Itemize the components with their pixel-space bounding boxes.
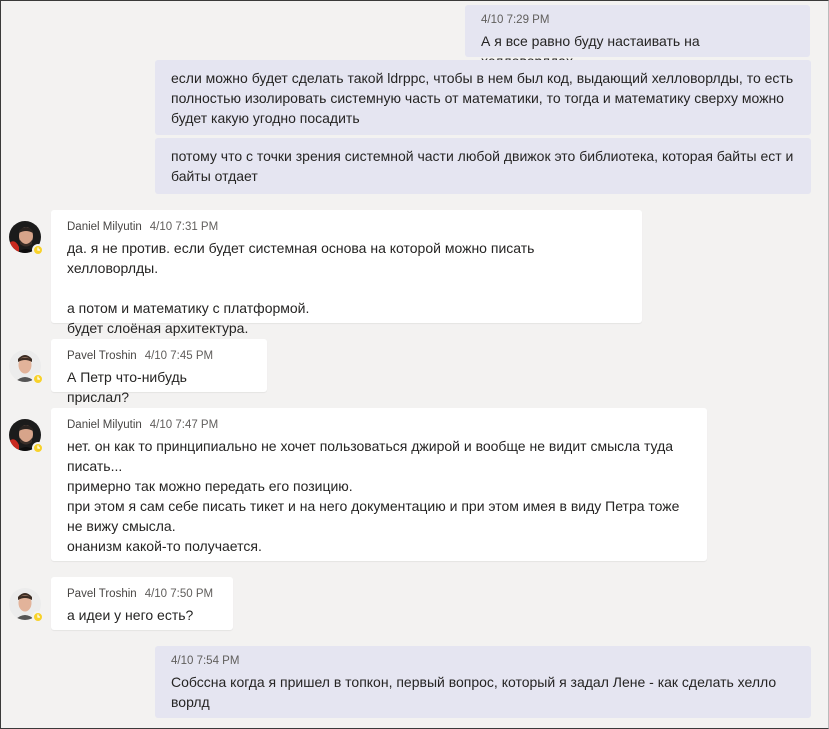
message-line: а потом и математику с платформой. [67, 300, 310, 316]
message-line: не вижу смысла. [67, 518, 176, 534]
message-meta [67, 418, 691, 432]
avatar-pavel-icon[interactable] [9, 350, 41, 382]
message-line: будет какую угодно посадить [171, 110, 360, 126]
message-line: потому что с точки зрения системной части любой движок это библиотека, которая байты ест и [171, 148, 794, 164]
message-time: 4/10 7:47 PM [149, 419, 219, 431]
my-message[interactable] [465, 5, 810, 57]
avatar-daniel-icon[interactable] [9, 221, 41, 253]
my-message[interactable] [155, 60, 811, 135]
avatar-daniel-icon[interactable] [9, 419, 41, 451]
message-line: А Петр что-нибудь прислал? [67, 369, 191, 405]
message-blank-line [67, 278, 626, 298]
message-line: онанизм какой-то получается. [67, 538, 262, 554]
message-author[interactable]: Daniel Milyutin [67, 419, 142, 431]
their-message[interactable] [51, 408, 707, 561]
message-line: да. я не против. если будет системная основа на которой можно писать хелловорлды. [67, 240, 539, 276]
my-message[interactable] [155, 138, 811, 194]
message-author[interactable]: Daniel Milyutin [67, 221, 142, 233]
message-line: Собссна когда я пришел в топкон, первый вопрос, который я задал Лене - как сделать хелло [171, 674, 777, 690]
message-meta [67, 349, 251, 363]
message-time: 4/10 7:45 PM [144, 350, 214, 362]
message-line: при этом я сам себе писать тикет и на него документацию и при этом имея в виду Петра тоже [67, 498, 680, 514]
message-author[interactable]: Pavel Troshin [67, 350, 137, 362]
message-line: полностью изолировать системную часть от математики, то тогда и математику сверху можно [171, 90, 784, 106]
message-time: 4/10 7:50 PM [144, 588, 214, 600]
away-status-icon [32, 442, 44, 454]
message-line: а идеи у него есть? [67, 607, 194, 623]
avatar-pavel-icon[interactable] [9, 588, 41, 620]
message-line: ворлд [171, 694, 210, 710]
message-line: будет слоёная архитектура. [67, 320, 249, 336]
message-meta [67, 587, 217, 601]
message-line: А я все равно буду настаивать на [481, 33, 700, 49]
my-message[interactable] [155, 646, 811, 718]
away-status-icon [32, 244, 44, 256]
message-time: 4/10 7:31 PM [149, 221, 219, 233]
message-line: примерно так можно передать его позицию. [67, 478, 353, 494]
their-message[interactable] [51, 339, 267, 405]
message-meta [67, 220, 626, 234]
message-line: если можно будет сделать такой ldrppc, чтобы в нем был код, выдающий хелловорлды, то есть [171, 70, 794, 86]
message-line: байты отдает [171, 168, 258, 184]
their-message[interactable] [51, 577, 233, 630]
their-message[interactable] [51, 210, 642, 336]
message-time: 4/10 7:29 PM [481, 14, 550, 26]
message-time: 4/10 7:54 PM [171, 655, 240, 667]
message-author[interactable]: Pavel Troshin [67, 588, 137, 600]
away-status-icon [32, 611, 44, 623]
message-line: нет. он как то принципиально не хочет пользоваться джирой и вообще не видит смысла туда [67, 438, 674, 454]
message-line: писать... [67, 458, 123, 474]
away-status-icon [32, 373, 44, 385]
